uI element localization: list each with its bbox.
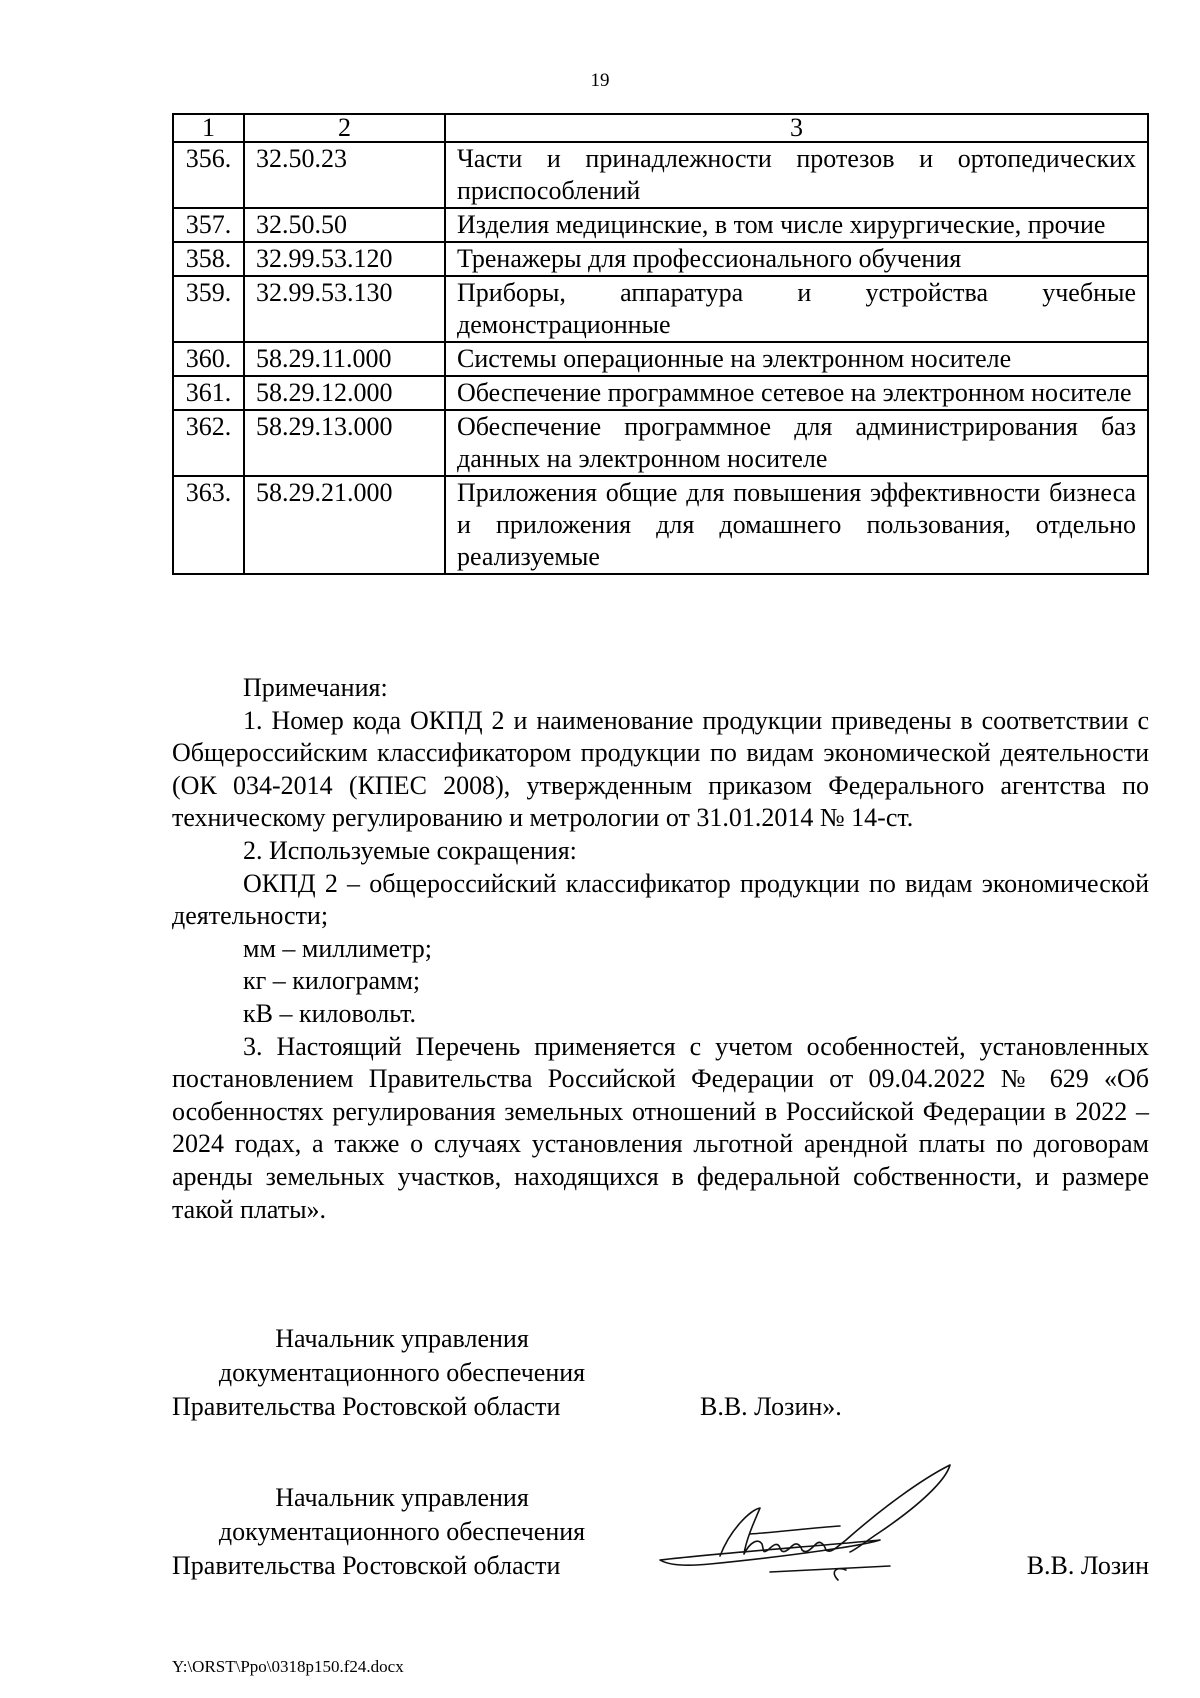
- signatory-position: [172, 1322, 632, 1424]
- okpd-code: 58.29.21.000: [244, 476, 445, 574]
- handwritten-signature: [650, 1460, 990, 1590]
- abbreviation-mm: мм – миллиметр;: [243, 933, 433, 963]
- signatory-name: В.В. Лозин: [1026, 1551, 1149, 1580]
- column-header-name: 3: [445, 114, 1148, 142]
- note-2: 2. Используемые сокращения:: [243, 835, 577, 865]
- okpd-table: [172, 113, 1149, 575]
- note-3: 3. Настоящий Перечень применяется с учетом особенностей, установленных постановлением Правительства Российской Федерации от 09.04.2022 № 629 «Об особенностях регулирования земельных отношений в Российской Федерации в 2022 – 2024 годах, а также о случаях установления льготной арендной платы по договорам аренды земельных участков, находящихся в федеральной собственности, и размере такой платы».: [172, 1031, 1149, 1224]
- product-name: Обеспечение программное сетевое на электронном носителе: [445, 376, 1148, 410]
- okpd-code: 58.29.12.000: [244, 376, 445, 410]
- row-number: 363.: [173, 476, 244, 574]
- table-row: [173, 476, 1148, 574]
- row-number: 358.: [173, 242, 244, 276]
- okpd-code: 32.50.50: [244, 208, 445, 242]
- row-number: 357.: [173, 208, 244, 242]
- table-row: [173, 376, 1148, 410]
- product-name: Части и принадлежности протезов и ортопедических приспособлений: [445, 142, 1148, 208]
- notes-heading: Примечания:: [243, 673, 388, 702]
- file-path-footer: Y:\ORST\Ppo\0318p150.f24.docx: [172, 1657, 404, 1676]
- position-line-1: Начальник управления: [275, 1483, 529, 1512]
- abbreviation-kg: кг – килограмм;: [243, 966, 421, 996]
- position-line-3: Правительства Ростовской области: [172, 1551, 561, 1580]
- okpd-code: 32.99.53.130: [244, 276, 445, 342]
- column-header-number: 1: [173, 114, 244, 142]
- page-number: 19: [590, 70, 610, 91]
- row-number: 356.: [173, 142, 244, 208]
- okpd-code: 32.50.23: [244, 142, 445, 208]
- table-row: [173, 276, 1148, 342]
- position-line-2: документационного обеспечения: [218, 1517, 586, 1546]
- okpd-code: 58.29.13.000: [244, 410, 445, 476]
- signatory-name: В.В. Лозин».: [700, 1392, 842, 1421]
- product-name: Тренажеры для профессионального обучения: [445, 242, 1148, 276]
- row-number: 362.: [173, 410, 244, 476]
- okpd-code: 58.29.11.000: [244, 342, 445, 376]
- abbreviation-kv: кВ – киловольт.: [243, 998, 416, 1028]
- product-name: Обеспечение программное для администрирования баз данных на электронном носителе: [445, 410, 1148, 476]
- table-row: [173, 208, 1148, 242]
- position-line-1: Начальник управления: [275, 1324, 529, 1353]
- product-name: Системы операционные на электронном носителе: [445, 342, 1148, 376]
- abbreviation-okpd: ОКПД 2 – общероссийский классификатор продукции по видам экономической деятельности;: [172, 868, 1149, 931]
- note-1: 1. Номер кода ОКПД 2 и наименование продукции приведены в соответствии с Общероссийским классификатором продукции по видам экономической деятельности (ОК 034-2014 (КПЕС 2008), утвержденным приказом Федерального агентства по техническому регулированию и метрологии от 31.01.2014 № 14-ст.: [172, 705, 1149, 833]
- table-row: [173, 142, 1148, 208]
- table-row: [173, 410, 1148, 476]
- row-number: 359.: [173, 276, 244, 342]
- column-header-code: 2: [244, 114, 445, 142]
- notes-section: [172, 672, 1149, 1226]
- row-number: 360.: [173, 342, 244, 376]
- signatory-position: [172, 1481, 632, 1583]
- table-row: [173, 342, 1148, 376]
- product-name: Приборы, аппаратура и устройства учебные демонстрационные: [445, 276, 1148, 342]
- row-number: 361.: [173, 376, 244, 410]
- position-line-2: документационного обеспечения: [218, 1358, 586, 1387]
- position-line-3: Правительства Ростовской области: [172, 1392, 561, 1421]
- product-name: Изделия медицинские, в том числе хирургические, прочие: [445, 208, 1148, 242]
- signature-block-original: [172, 1322, 1149, 1424]
- table-row: [173, 242, 1148, 276]
- okpd-code: 32.99.53.120: [244, 242, 445, 276]
- table-header-row: [173, 114, 1148, 142]
- product-name: Приложения общие для повышения эффективности бизнеса и приложения для домашнего пользования, отдельно реализуемые: [445, 476, 1148, 574]
